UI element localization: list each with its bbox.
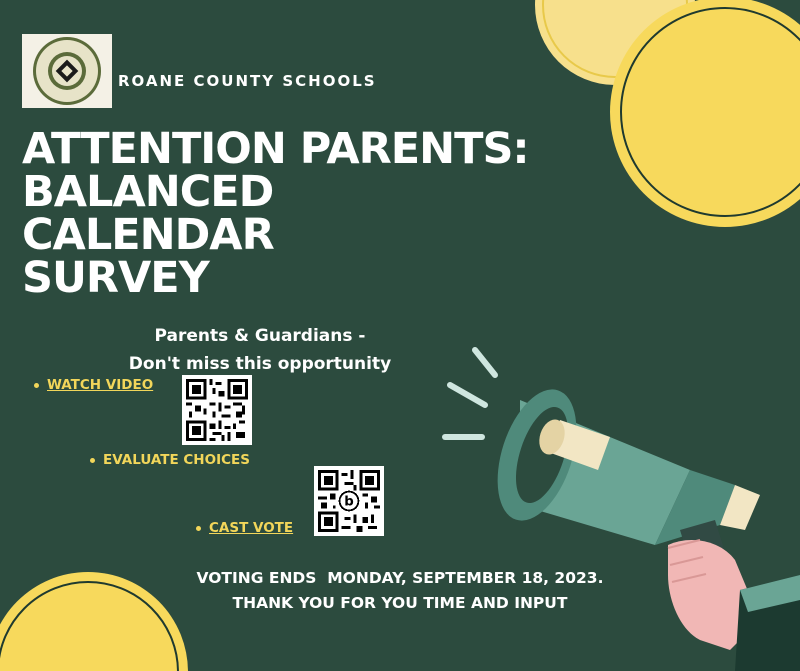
step-evaluate-choices [90, 452, 250, 468]
voting-deadline: VOTING ENDS MONDAY, SEPTEMBER 18, 2023. [196, 569, 604, 587]
bullet-icon [90, 458, 95, 463]
qr-code-icon [186, 379, 248, 441]
headline [22, 124, 529, 303]
roane-county-schools-seal-icon [32, 36, 102, 106]
watch-video-link[interactable]: WATCH VIDEO [47, 377, 154, 393]
cast-vote-link[interactable]: CAST VOTE [209, 520, 294, 536]
step-watch-video [34, 377, 153, 393]
sound-lines-icon [445, 350, 495, 437]
subheading [90, 322, 430, 378]
logo [22, 34, 112, 108]
thank-you-note: THANK YOU FOR YOU TIME AND INPUT [232, 594, 568, 612]
hand-icon [668, 540, 800, 671]
evaluate-choices-label: EVALUATE CHOICES [103, 452, 250, 468]
cast-vote-qr[interactable] [314, 466, 384, 536]
headline-line: BALANCED [22, 167, 274, 217]
bullet-icon [34, 383, 39, 388]
footer-message [150, 566, 650, 616]
headline-line: ATTENTION PARENTS: [22, 124, 529, 174]
organization-name: ROANE COUNTY SCHOOLS [118, 72, 377, 90]
subheading-line: Don't miss this opportunity [128, 354, 392, 374]
headline-line: SURVEY [22, 253, 209, 303]
yellow-circle-icon [535, 0, 800, 227]
svg-text:b: b [344, 494, 354, 510]
subheading-line: Parents & Guardians - [154, 326, 366, 346]
headline-line: CALENDAR [22, 210, 274, 260]
step-cast-vote [196, 520, 293, 536]
watch-video-qr[interactable] [182, 375, 252, 445]
qr-code-icon [318, 470, 380, 532]
bullet-icon [196, 526, 201, 531]
